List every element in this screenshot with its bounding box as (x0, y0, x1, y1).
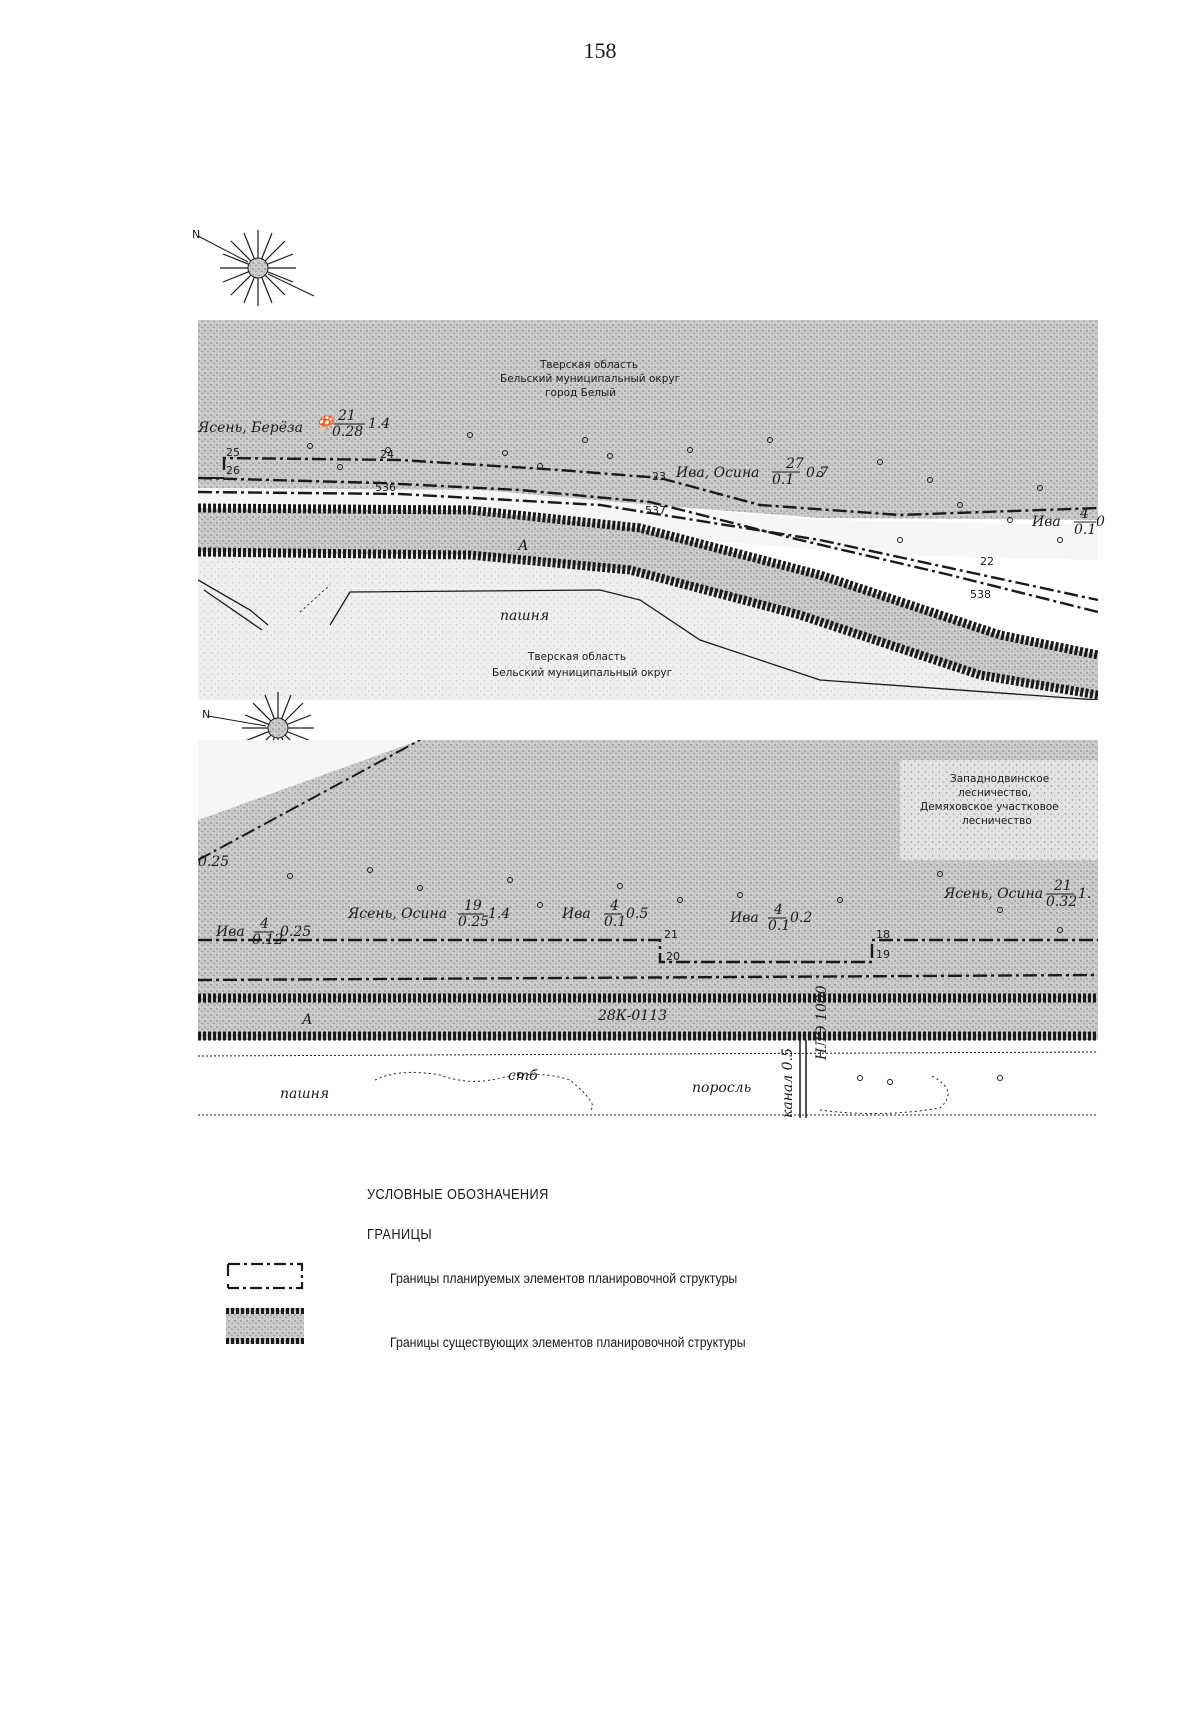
km-label: НЛЭ 1000 (814, 985, 830, 1060)
forestry-label-3: Демяховское участковое (920, 801, 1059, 813)
point-label: 536 (375, 481, 396, 494)
tree-den: 0.32 (1046, 894, 1078, 910)
tree-den: 0.12 (252, 932, 284, 948)
region-label-lower-1: Тверская область (528, 651, 627, 663)
tree-num: 21 (338, 408, 356, 424)
tree-species: Ива (562, 906, 591, 922)
tree-den: 0.1 (604, 914, 627, 930)
field-label: пашня (280, 1086, 330, 1102)
point-label: 20 (666, 950, 680, 963)
legend-title: УСЛОВНЫЕ ОБОЗНАЧЕНИЯ (367, 1186, 549, 1203)
tree-val: 1.4 (488, 906, 511, 922)
legend-section: ГРАНИЦЫ (367, 1226, 433, 1243)
tree-num: 4 (260, 916, 269, 932)
point-label: 23 (652, 470, 666, 483)
tree-species: Ясень, Осина (348, 906, 448, 922)
tree-icon: 🍄 (316, 416, 334, 432)
tree-den: 0.1 (1074, 522, 1097, 538)
point-label: 537 (645, 504, 666, 517)
point-label: 19 (876, 948, 890, 961)
tree-val: 0.25 (280, 924, 312, 940)
legend-item-planned: Границы планируемых элементов планировочной структуры (390, 1270, 738, 1286)
edge-value: 0.25 (198, 854, 230, 870)
tree-num: 4 (610, 898, 619, 914)
tree-den: 0.25 (458, 914, 490, 930)
hatched-band-icon (226, 1308, 304, 1344)
tree-species: Ива (216, 924, 245, 940)
field-label: пашня (500, 608, 550, 624)
svg-text:N: N (202, 708, 211, 721)
growth-label: поросль (692, 1080, 752, 1096)
svg-text:N: N (192, 228, 201, 241)
tree-num: 4 (1080, 506, 1089, 522)
region-label-upper-1: Тверская область (540, 359, 639, 371)
tree-species: Ясень, Берёза (198, 420, 303, 436)
page-number: 158 (583, 38, 617, 63)
dash-dot-line-icon (228, 1264, 302, 1288)
tree-den: 0.1 (768, 918, 791, 934)
tree-num: 19 (464, 898, 482, 914)
tree-num: 4 (774, 902, 783, 918)
tree-num: 27 (786, 456, 804, 472)
point-label: 18 (876, 928, 890, 941)
tree-den: 0.28 (332, 424, 364, 440)
tree-val: 0.7 (806, 465, 829, 481)
tree-val: 0 (1096, 514, 1105, 530)
canal-label: канал 0.5 (780, 1048, 796, 1118)
legend-item-existing: Границы существующих элементов планировочной структуры (390, 1334, 746, 1350)
tree-val: 0.5 (626, 906, 649, 922)
tree-species: Ива (1032, 514, 1061, 530)
tree-species: Ива, Осина (676, 465, 760, 481)
point-label: 25 (226, 446, 240, 459)
tree-species: Ясень, Осина (944, 886, 1044, 902)
region-label-upper-3: город Белый (545, 387, 617, 399)
point-label: 538 (970, 588, 991, 601)
forestry-label-1: Западнодвинское (950, 773, 1050, 785)
forestry-label-4: лесничество (962, 815, 1032, 827)
point-label: 26 (226, 464, 240, 477)
tree-species: Ива (730, 910, 759, 926)
forestry-label-2: лесничество, (958, 787, 1032, 799)
map-top (192, 228, 1105, 700)
map-bottom (198, 692, 1098, 1118)
region-label-lower-2: Бельский муниципальный округ (492, 667, 673, 679)
tree-val: 0.2 (790, 910, 813, 926)
road-code: 28К-0113 (598, 1008, 668, 1024)
point-label: 21 (664, 928, 678, 941)
shrub-label: стб (508, 1068, 538, 1084)
tree-den: 0.1 (772, 472, 795, 488)
road-label: А (302, 1012, 313, 1028)
road-label: А (518, 538, 529, 554)
tree-num: 21 (1054, 878, 1072, 894)
point-label: 22 (980, 555, 994, 568)
compass-rose-icon (192, 228, 314, 306)
tree-val: 1.4 (368, 416, 391, 432)
point-label: 24 (380, 448, 394, 461)
tree-val: 1. (1078, 886, 1092, 902)
region-label-upper-2: Бельский муниципальный округ (500, 373, 681, 385)
